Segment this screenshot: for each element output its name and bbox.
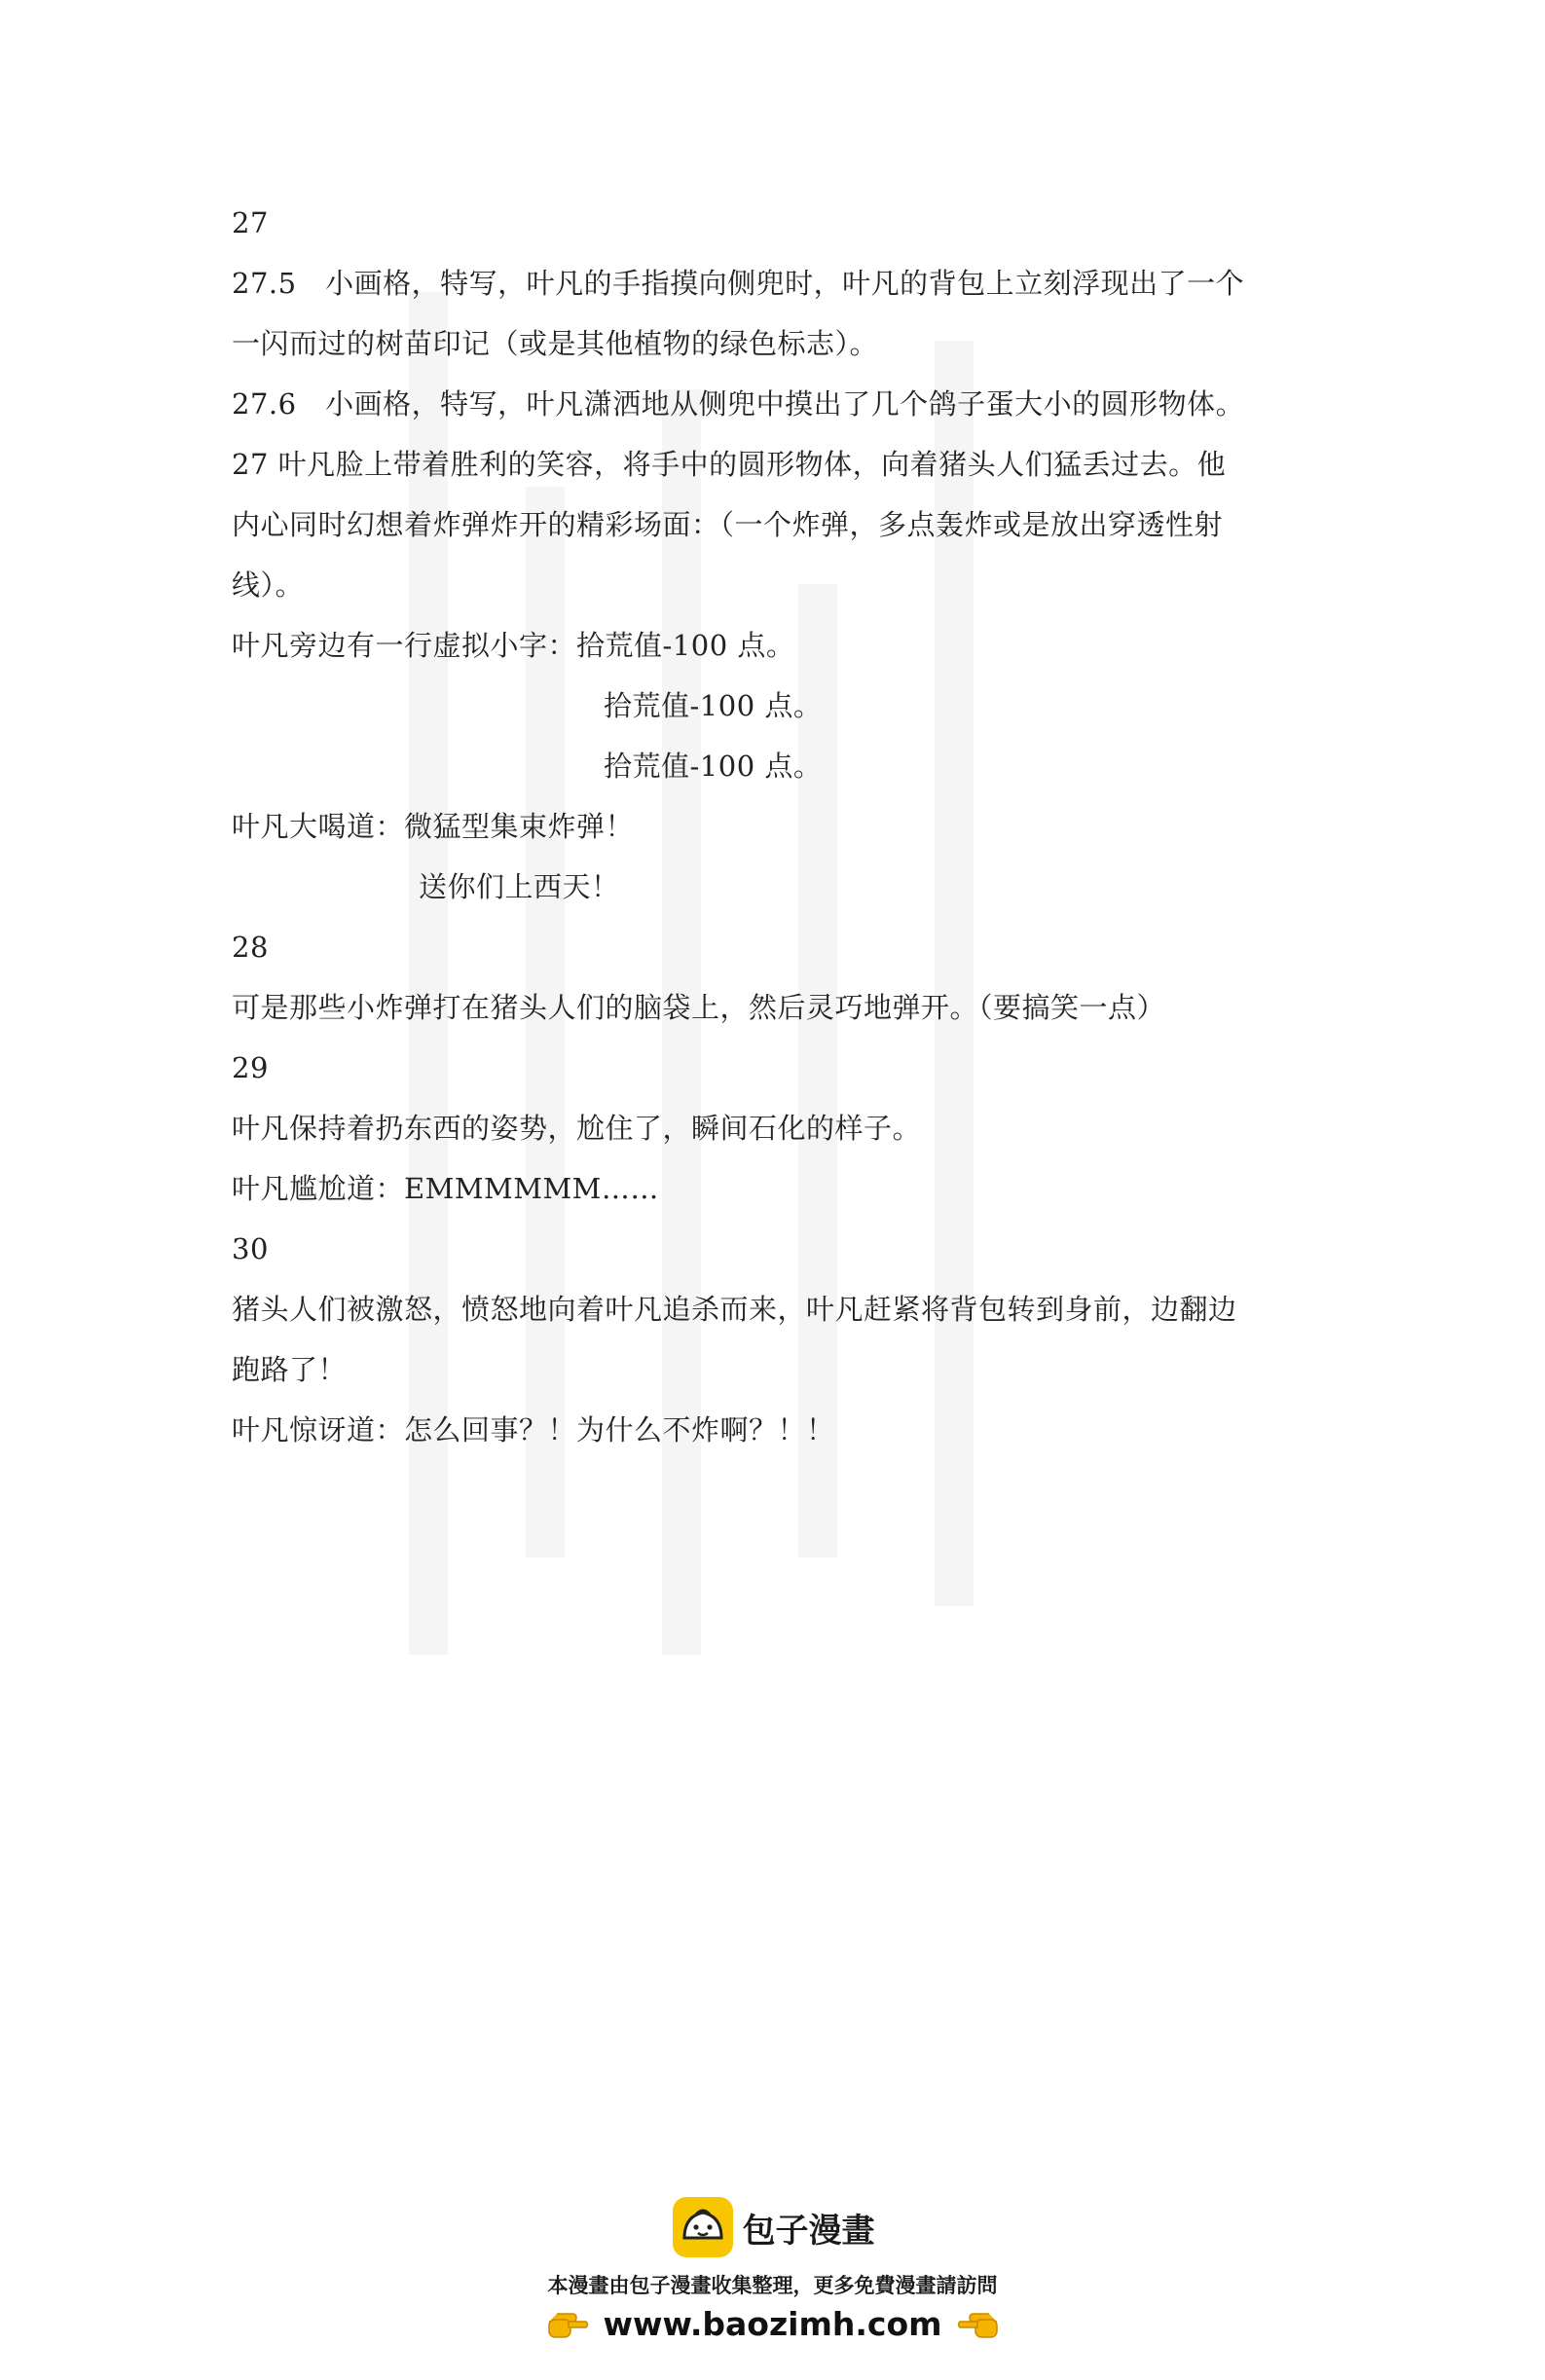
panel-number: 28 [232, 931, 269, 964]
script-line: 线）。 [232, 568, 305, 602]
footer [0, 2192, 1545, 2343]
script-line: 跑路了！ [232, 1353, 348, 1386]
script-line: 拾荒值-100 点。 [604, 750, 823, 783]
brand-row [0, 2192, 1545, 2262]
script-line: 叶凡旁边有一行虚拟小字：拾荒值-100 点。 [232, 629, 795, 662]
script-line: 猪头人们被激怒，愤怒地向着叶凡追杀而来，叶凡赶紧将背包转到身前，边翻边 [232, 1293, 1237, 1326]
credit-line: 本漫畫由包子漫畫收集整理，更多免費漫畫請訪問 [547, 2274, 998, 2297]
url-row [0, 2305, 1545, 2343]
script-line: 27 叶凡脸上带着胜利的笑容，将手中的圆形物体，向着猪头人们猛丢过去。他 [232, 448, 1227, 481]
pointing-hand-left-icon [956, 2310, 999, 2339]
dialogue-line: 叶凡大喝道：微猛型集束炸弹！ [232, 810, 635, 843]
script-line: 拾荒值-100 点。 [604, 689, 823, 722]
script-line: 一闪而过的树苗印记（或是其他植物的绿色标志）。 [232, 327, 879, 360]
site-url-link[interactable]: www.baozimh.com [603, 2305, 942, 2343]
dialogue-line: 叶凡尴尬道：EMMMMMM…… [232, 1172, 659, 1205]
panel-number: 29 [232, 1051, 269, 1084]
panel-number: 27 [232, 206, 269, 239]
dialogue-line: 叶凡惊讶道：怎么回事？！为什么不炸啊？！！ [232, 1413, 835, 1446]
script-line: 27.5 小画格，特写，叶凡的手指摸向侧兜时，叶凡的背包上立刻浮现出了一个 [232, 267, 1245, 300]
panel-number: 30 [232, 1232, 269, 1265]
script-line: 内心同时幻想着炸弹炸开的精彩场面：（一个炸弹，多点轰炸或是放出穿透性射 [232, 508, 1224, 541]
pointing-hand-right-icon [547, 2310, 590, 2339]
brand-name: 包子漫畫 [742, 2211, 875, 2251]
script-line: 可是那些小炸弹打在猪头人们的脑袋上，然后灵巧地弹开。（要搞笑一点） [232, 991, 1166, 1024]
script-text [232, 193, 1312, 1460]
script-line: 27.6 小画格，特写，叶凡潇洒地从侧兜中摸出了几个鸽子蛋大小的圆形物体。 [232, 387, 1245, 421]
dialogue-line: 送你们上西天！ [419, 870, 620, 903]
bun-logo-icon [671, 2195, 735, 2259]
script-line: 叶凡保持着扔东西的姿势，尬住了，瞬间石化的样子。 [232, 1112, 922, 1145]
